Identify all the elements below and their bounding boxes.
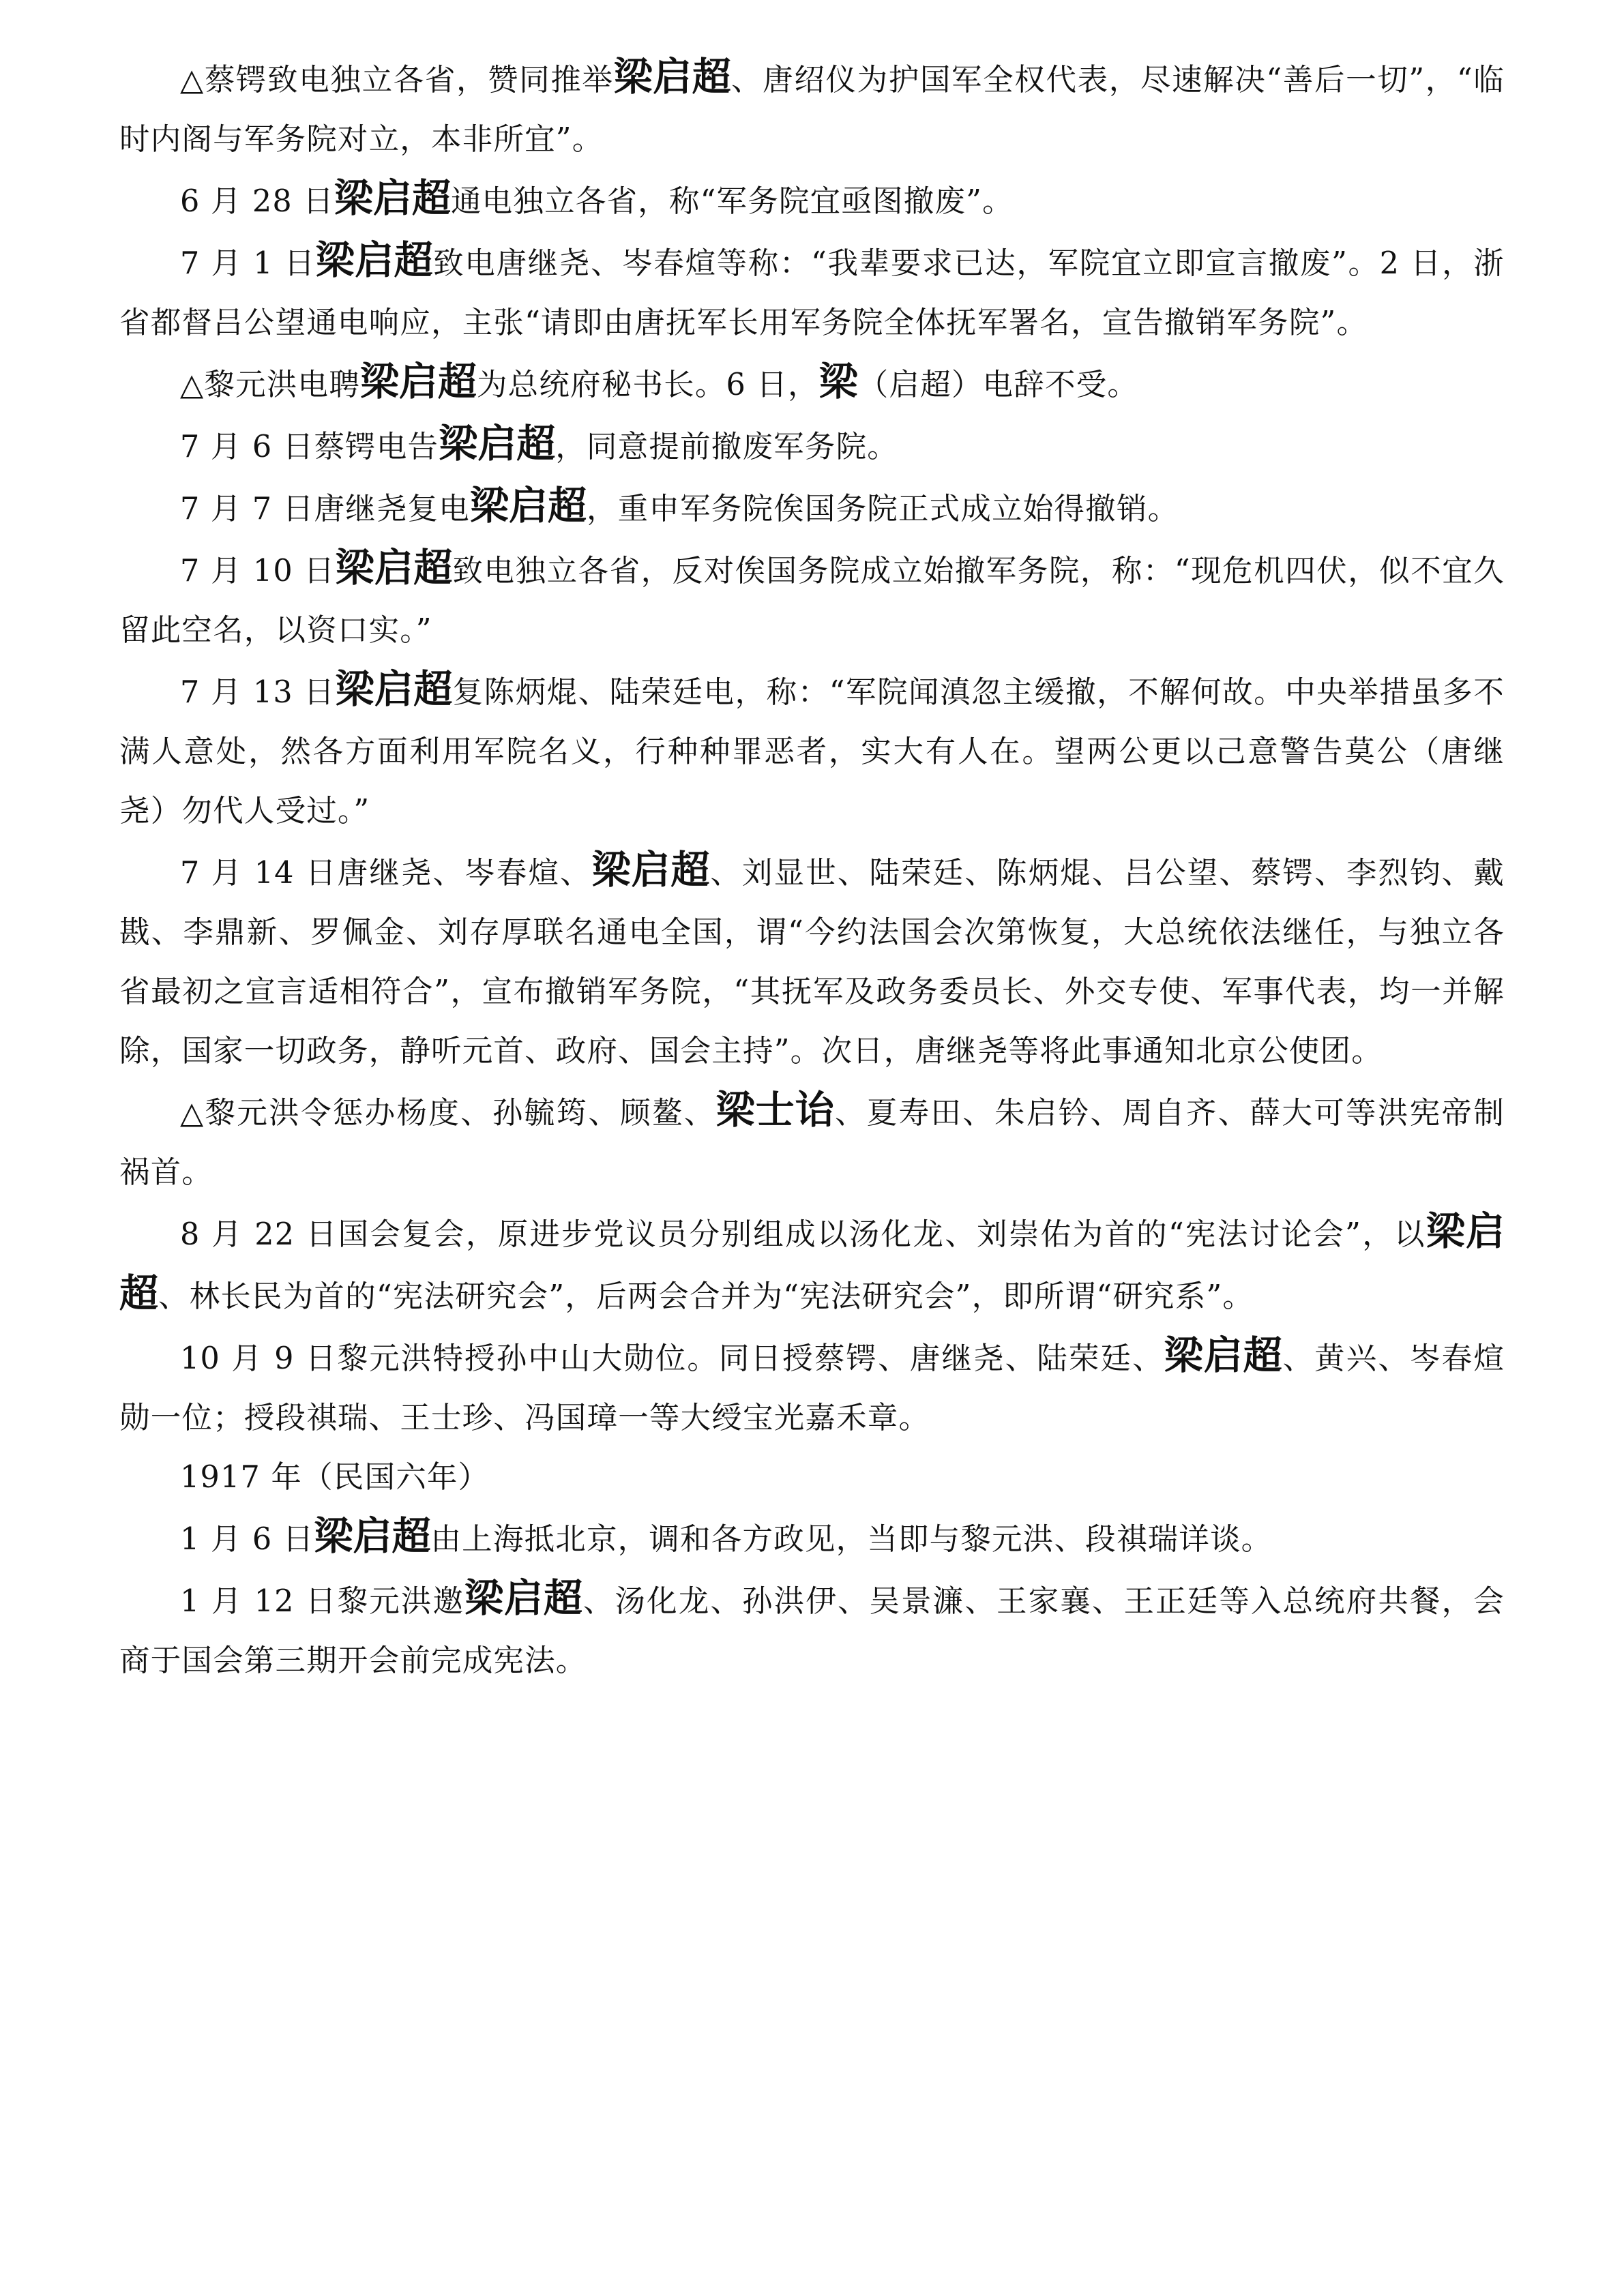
text-run: （启超）电辞不受。 [857,368,1139,402]
text-run: 复陈炳焜、陆荣廷电，称：“军院闻滇忽主缓撤，不解何故。中央举措虽多不满人意处，然各方面利用军院名义，行种种罪恶者，实大有人在。望两公更以己意警告莫公（唐继尧）勿代人受过。” [119,675,1505,829]
emphasized-name: 梁启超 [315,238,434,283]
text-run: 7 月 14 日唐继尧、岑春煊、 [180,856,592,891]
text-run: 6 月 28 日 [180,184,334,219]
text-run: △黎元洪电聘 [180,368,360,402]
text-run: 、唐绍仪为护国军全权代表，尽速解决“善后一切”，“临时内阁与军务院对立，本非所宜”。 [119,63,1505,157]
paragraph [119,415,1505,477]
paragraph [119,1326,1505,1448]
emphasized-name: 梁启超 [359,359,477,404]
text-run: 、林长民为首的“宪法研究会”，后两会合并为“宪法研究会”，即所谓“研究系”。 [158,1279,1254,1314]
text-run: △蔡锷致电独立各省，赞同推举 [180,63,614,98]
paragraph [119,1507,1505,1569]
emphasized-name: 梁启超 [591,848,711,893]
text-run: 8 月 22 日国会复会，原进步党议员分别组成以汤化龙、刘崇佑为首的“宪法讨论会”，以 [180,1217,1426,1252]
text-run: 7 月 13 日 [180,675,336,710]
paragraph [119,841,1505,1081]
emphasized-name: 梁士诒 [715,1088,835,1133]
paragraph [119,1569,1505,1690]
text-run: 通电独立各省，称“军务院宜亟图撤废”。 [450,184,1014,219]
text-run: 1 月 12 日黎元洪邀 [180,1584,465,1619]
paragraph [119,539,1505,660]
text-run: 致电唐继尧、岑春煊等称：“我辈要求已达，军院宜立即宣言撤废”。2 日，浙省都督吕公望通电响应，主张“请即由唐抚军长用军务院全体抚军署名，宣告撤销军务院”。 [119,246,1505,340]
emphasized-name: 梁启超 [613,55,732,100]
text-run: 7 月 6 日蔡锷电告 [180,430,439,464]
paragraph [119,1448,1505,1507]
text-run: ，同意提前撤废军务院。 [555,430,898,464]
paragraph [119,477,1505,539]
emphasized-name: 梁启超 [439,421,556,466]
text-run: 、刘显世、陆荣廷、陈炳焜、吕公望、蔡锷、李烈钧、戴戡、李鼎新、罗佩金、刘存厚联名通电全国，谓“今约法国会次第恢复，大总统依法继任，与独立各省最初之宣言适相符合”，宣布撤销军务院，“其抚军及政务委员长、外交专使、军事代表，均一并解除，国家一切政务，静听元首、政府、国会主持”。次日，唐继尧等将此事通知北京公使团。 [119,856,1505,1069]
text-run: 1917 年（民国六年） [180,1460,490,1495]
text-run: 7 月 1 日 [180,246,316,281]
paragraph [119,169,1505,231]
paragraph [119,48,1505,169]
text-run: △黎元洪令惩办杨度、孙毓筠、顾鳌、 [180,1096,716,1131]
text-run: 、夏寿田、朱启钤、周自齐、薛大可等洪宪帝制祸首。 [119,1096,1505,1190]
paragraph [119,1081,1505,1202]
emphasized-name: 梁启超 [464,1576,583,1621]
text-run: 1 月 6 日 [180,1522,314,1557]
text-run: 、黄兴、岑春煊勋一位；授段祺瑞、王士珍、冯国璋一等大绶宝光嘉禾章。 [119,1341,1505,1435]
paragraph [119,231,1505,353]
text-run: 10 月 9 日黎元洪特授孙中山大勋位。同日授蔡锷、唐继尧、陆荣廷、 [180,1341,1164,1376]
text-run: ，重申军务院俟国务院正式成立始得撤销。 [586,492,1179,526]
emphasized-name: 梁 [818,359,858,404]
paragraph [119,1202,1505,1326]
text-run: 、汤化龙、孙洪伊、吴景濂、王家襄、王正廷等入总统府共餐，会商于国会第三期开会前完成宪法。 [119,1584,1505,1678]
emphasized-name: 梁启超 [335,667,453,712]
paragraph [119,353,1505,415]
text-run: 7 月 7 日唐继尧复电 [180,492,470,526]
text-run: 为总统府秘书长。6 日， [476,368,819,402]
text-run: 由上海抵北京，调和各方政见，当即与黎元洪、段祺瑞详谈。 [430,1522,1273,1557]
text-run: 7 月 10 日 [180,554,336,588]
paragraph [119,660,1505,841]
emphasized-name: 梁启超 [314,1514,431,1559]
emphasized-name: 梁启超 [119,1209,1505,1316]
text-run: 致电独立各省，反对俟国务院成立始撤军务院，称：“现危机四伏，似不宜久留此空名，以资口实。” [119,554,1505,648]
emphasized-name: 梁启超 [335,546,453,591]
emphasized-name: 梁启超 [1164,1333,1283,1378]
emphasized-name: 梁启超 [334,176,451,221]
emphasized-name: 梁启超 [469,483,587,528]
